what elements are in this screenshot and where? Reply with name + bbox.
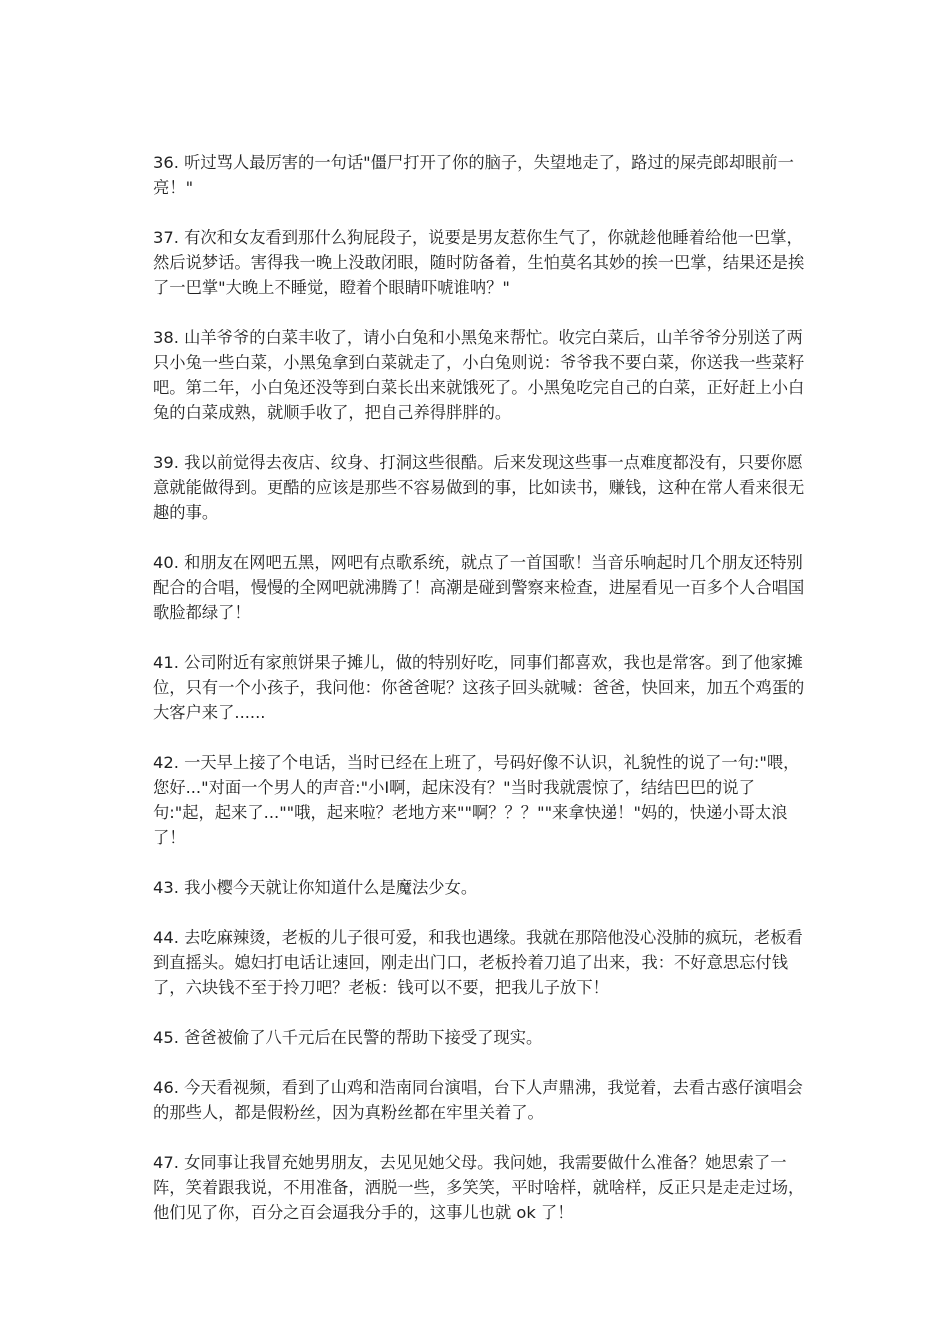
paragraph-41: 41. 公司附近有家煎饼果子摊儿，做的特别好吃，同事们都喜欢，我也是常客。到了他家摊位，只有一个小孩子，我问他：你爸爸呢？这孩子回头就喊：爸爸，快回来，加五个鸡蛋的大客户来了......: [153, 653, 805, 722]
paragraph-47: 47. 女同事让我冒充她男朋友，去见见她父母。我问她，我需要做什么准备？她思索了一阵，笑着跟我说，不用准备，洒脱一些，多笑笑，平时啥样，就啥样，反正只是走走过场，他们见了你，百分之百会逼我分手的，这事儿也就 ok 了！: [153, 1153, 805, 1222]
paragraph-45: 45. 爸爸被偷了八千元后在民警的帮助下接受了现实。: [153, 1028, 543, 1047]
paragraph-46: 46. 今天看视频，看到了山鸡和浩南同台演唱，台下人声鼎沸，我觉着，去看古惑仔演唱会的那些人，都是假粉丝，因为真粉丝都在牢里关着了。: [153, 1078, 803, 1122]
document-body: [153, 150, 805, 1250]
paragraph-39: 39. 我以前觉得去夜店、纹身、打洞这些很酷。后来发现这些事一点难度都没有，只要你愿意就能做得到。更酷的应该是那些不容易做到的事，比如读书，赚钱，这种在常人看来很无趣的事。: [153, 453, 805, 522]
paragraph-40: 40. 和朋友在网吧五黑，网吧有点歌系统，就点了一首国歌！当音乐响起时几个朋友还特别配合的合唱，慢慢的全网吧就沸腾了！高潮是碰到警察来检查，进屋看见一百多个人合唱国歌脸都绿了！: [153, 553, 805, 622]
paragraph-38: 38. 山羊爷爷的白菜丰收了，请小白兔和小黑兔来帮忙。收完白菜后，山羊爷爷分别送了两只小兔一些白菜，小黑兔拿到白菜就走了，小白兔则说：爷爷我不要白菜，你送我一些菜籽吧。第二年，小白兔还没等到白菜长出来就饿死了。小黑兔吃完自己的白菜，正好赶上小白兔的白菜成熟，就顺手收了，把自己养得胖胖的。: [153, 328, 805, 422]
paragraph-44: 44. 去吃麻辣烫，老板的儿子很可爱，和我也遇缘。我就在那陪他没心没肺的疯玩，老板看到直摇头。媳妇打电话让速回，刚走出门口，老板拎着刀追了出来，我：不好意思忘付钱了，六块钱不至于拎刀吧？老板：钱可以不要，把我儿子放下！: [153, 928, 803, 997]
paragraph-43: 43. 我小樱今天就让你知道什么是魔法少女。: [153, 878, 478, 897]
paragraph-36: 36. 听过骂人最厉害的一句话"僵尸打开了你的脑子，失望地走了，路过的屎壳郎却眼前一亮！": [153, 153, 794, 197]
paragraph-42: 42. 一天早上接了个电话，当时已经在上班了，号码好像不认识，礼貌性的说了一句:"喂，您好..."对面一个男人的声音:"小I啊，起床没有？"当时我就震惊了，结结巴巴的说了句:"起，起来了...""哦，起来啦？老地方来""啊？？？""来拿快递！"妈的，快递小哥太浪了！: [153, 753, 800, 847]
paragraph-37: 37. 有次和女友看到那什么狗屁段子，说要是男友惹你生气了，你就趁他睡着给他一巴掌，然后说梦话。害得我一晚上没敢闭眼，随时防备着，生怕莫名其妙的挨一巴掌，结果还是挨了一巴掌"大晚上不睡觉，瞪着个眼睛吓唬谁呐？": [153, 228, 805, 297]
